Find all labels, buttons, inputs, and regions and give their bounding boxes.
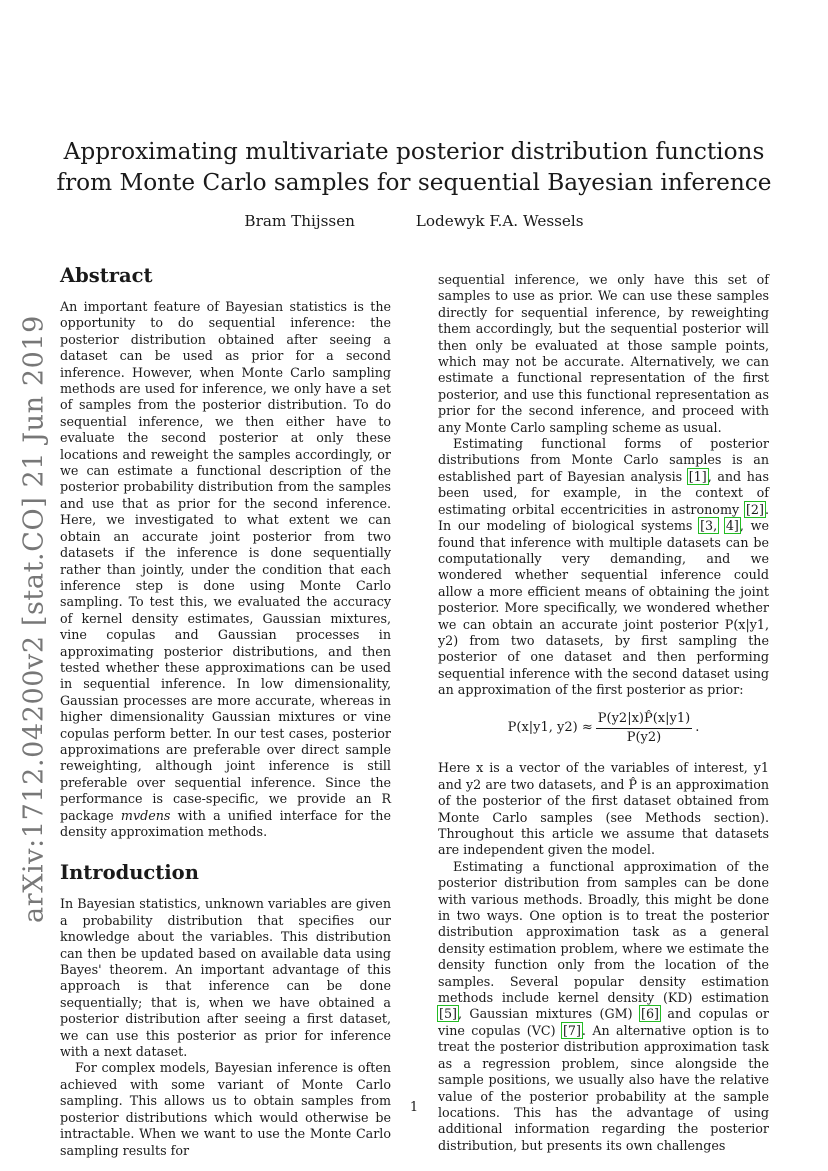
text-run: and copulas or vine copulas (VC)	[438, 1006, 769, 1038]
right-column	[438, 272, 769, 1154]
text-run: , we found that inference with multiple datasets can be computationally very demanding, and we wondered whether sequential inference could allow a more efficient means of obtaining the joint posterior. More specifically, we wondered whether we can obtain an accurate joint posterior P(x|y1, y2) from two datasets, by first sampling the posterior of one dataset and then performing sequential inference with the second dataset using an approximation of the first posterior as prior:	[438, 518, 769, 698]
text-run: . In our modeling of biological systems	[438, 501, 769, 534]
author-1: Bram Thijssen	[244, 212, 355, 230]
text-run: , Gaussian mixtures (GM)	[457, 1006, 633, 1022]
abstract-text-end: with a unified interface for the density approximation methods.	[60, 807, 391, 839]
package-name: mvdens	[120, 807, 171, 823]
page-number: 1	[409, 1100, 419, 1115]
citation-link-7[interactable]: [7]	[562, 1022, 581, 1038]
paper-title: Approximating multivariate posterior distribution functions from Monte Carlo samples for sequential Bayesian inference	[56, 138, 772, 196]
author-2: Lodewyk F.A. Wessels	[415, 212, 584, 230]
equation-fraction	[596, 711, 692, 747]
right-paragraph-1: sequential inference, we only have this set of samples to use as prior. We can use these samples directly for sequential inference, by reweighting them accordingly, but the sequential posterior will then only be evaluated at those sample points, which may not be accurate. Alternatively, we can estimate a functional representation of the first posterior, and use this functional representation as prior for the second inference, and proceed with any Monte Carlo sampling scheme as usual.	[438, 272, 769, 435]
text-run: Estimating functional forms of posterior distributions from Monte Carlo samples is an established part of Bayesian analysis	[438, 436, 769, 484]
equation-denominator: P(y2)	[626, 729, 662, 745]
text-run: . An alternative option is to treat the posterior distribution approximation task as a regression problem, since alongside the sample positions, we usually also have the relative value of the posterior probability at the sample locations. This has the advantage of using additional information regarding the posterior distribution, but presents its own challenges	[438, 1022, 769, 1153]
citation-link-5[interactable]: [5]	[439, 1006, 457, 1022]
introduction-heading: Introduction	[60, 861, 199, 885]
intro-paragraph-1: In Bayesian statistics, unknown variables are given a probability distribution that specifies our knowledge about the variables. This distribution can then be updated based on available data using Bayes' theorem. An important advantage of this approach is that inference can be done sequentially; that is, when we have obtained a posterior distribution after seeing a first dataset, we can use this posterior as prior for inference with a next dataset.	[60, 896, 391, 1060]
sequential-posterior-equation	[438, 711, 769, 747]
citation-link-4[interactable]: 4]	[725, 518, 739, 534]
arxiv-sidebar-stamp	[14, 315, 54, 923]
left-column	[60, 264, 391, 1159]
equation-period: .	[695, 720, 700, 736]
citation-link-6[interactable]: [6]	[641, 1006, 659, 1022]
intro-paragraph-2: For complex models, Bayesian inference is often achieved with some variant of Monte Carlo sampling. This allows us to obtain samples from posterior distributions which would otherwise be intractable. When we want to use the Monte Carlo sampling results for	[60, 1060, 391, 1158]
equation-lhs: P(x|y1, y2) ≈	[507, 720, 593, 736]
author-list	[0, 212, 828, 230]
abstract-heading: Abstract	[60, 264, 153, 287]
right-paragraph-3: Here x is a vector of the variables of interest, y1 and y2 are two datasets, and P̂ is an approximation of the posterior of the first dataset obtained from Monte Carlo samples (see Methods section). Throughout this article we assume that datasets are independent given the model.	[438, 760, 769, 858]
text-run: , and has been used, for example, in the context of estimating orbital eccentricities in astronomy	[438, 468, 769, 517]
citation-link-2[interactable]: [2]	[745, 501, 764, 517]
citation-link-1[interactable]: [1]	[688, 468, 707, 484]
right-paragraph-2	[438, 436, 769, 699]
text-run: Estimating a functional approximation of the posterior distribution from samples can be done with various methods. Broadly, this might be done in two ways. One option is to treat the posterior distribution approximation task as a general density estimation problem, where we estimate the density function only from the location of the samples. Several popular density estimation methods include kernel density (KD) estimation	[438, 858, 769, 1006]
abstract-text: An important feature of Bayesian statistics is the opportunity to do sequential inference: the posterior distribution obtained after seeing a dataset can be used as prior for a second inference. However, when Monte Carlo sampling methods are used for inference, we only have a set of samples from the posterior distribution. To do sequential inference, we then either have to evaluate the second posterior at only these locations and reweight the samples accordingly, or we can estimate a functional description of the posterior probability distribution from the samples and use that as prior for the second inference. Here, we investigated to what extent we can obtain an accurate joint posterior from two datasets if the inference is done sequentially rather than jointly, under the condition that each inference step is done using Monte Carlo sampling. To test this, we evaluated the accuracy of kernel density estimates, Gaussian mixtures, vine copulas and Gaussian processes in approximating posterior distributions, and then tested whether these approximations can be used in sequential inference. In low dimensionality, Gaussian processes are more accurate, whereas in higher dimensionality Gaussian mixtures or vine copulas perform better. In our test cases, posterior approximations are preferable over direct sample reweighting, although joint inference is still preferable over sequential inference. Since the performance is case-specific, we provide an R package	[60, 299, 391, 823]
abstract-body	[60, 299, 391, 840]
citation-link-3[interactable]: [3,	[700, 518, 718, 534]
equation-numerator: P(y2|x)P̂(x|y1)	[596, 711, 692, 729]
arxiv-identifier: arXiv:1712.04200v2 [stat.CO] 21 Jun 2019	[18, 315, 50, 923]
